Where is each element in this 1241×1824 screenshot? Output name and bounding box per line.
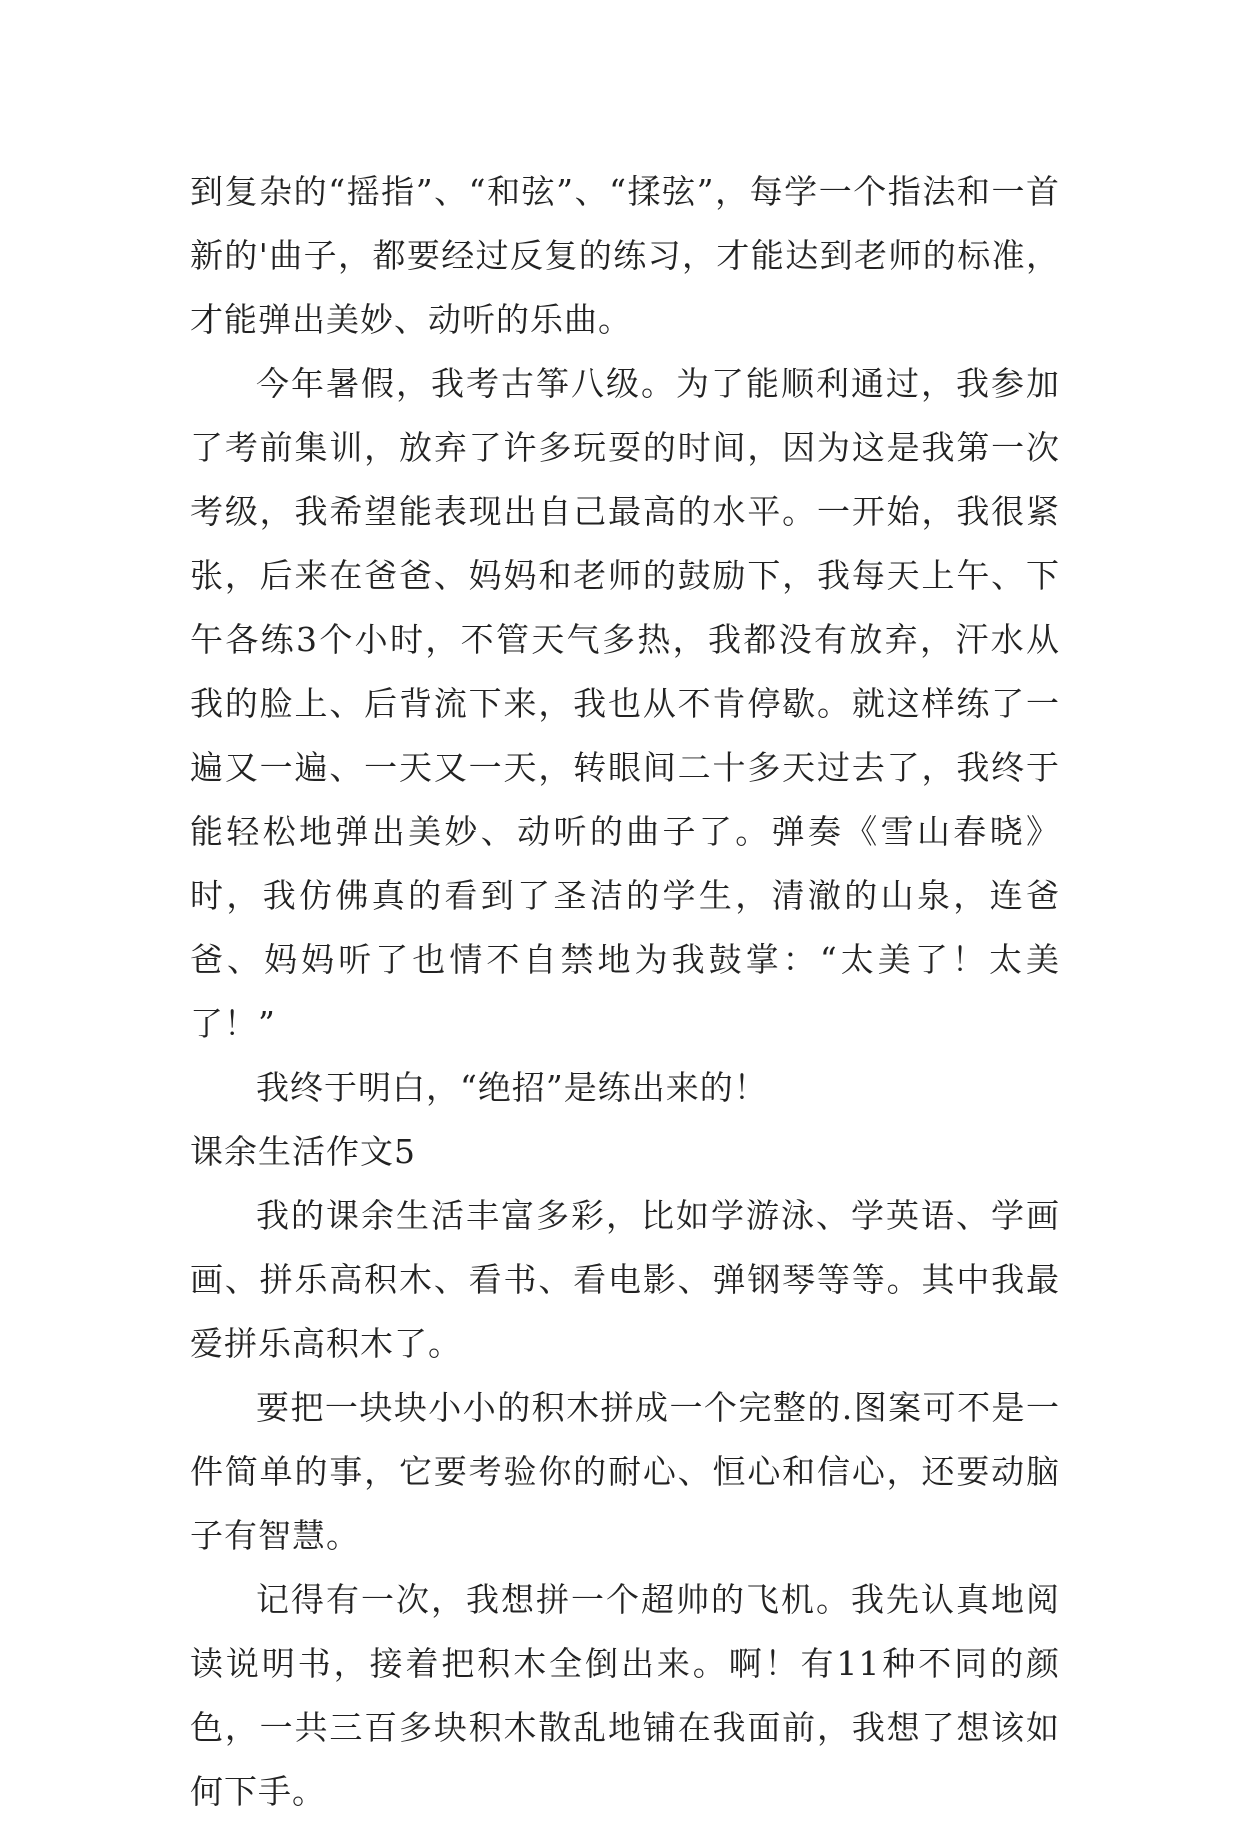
paragraph-hobbies: 我的课余生活丰富多彩，比如学游泳、学英语、学画画、拼乐高积木、看书、看电影、弹钢琴等等。其中我最爱拼乐高积木了。 xyxy=(190,1196,1060,1363)
paragraph-airplane: 记得有一次，我想拼一个超帅的飞机。我先认真地阅读说明书，接着把积木全倒出来。啊！有11种不同的颜色，一共三百多块积木散乱地铺在我面前，我想了想该如何下手。 xyxy=(190,1580,1060,1811)
paragraph-exam-story: 今年暑假，我考古筝八级。为了能顺利通过，我参加了考前集训，放弃了许多玩耍的时间，因为这是我第一次考级，我希望能表现出自己最高的水平。一开始，我很紧张，后来在爸爸、妈妈和老师的鼓励下，我每天上午、下午各练3个小时，不管天气多热，我都没有放弃，汗水从我的脸上、后背流下来，我也从不肯停歇。就这样练了一遍又一遍、一天又一天，转眼间二十多天过去了，我终于能轻松地弹出美妙、动听的曲子了。弹奏《雪山春晓》时，我仿佛真的看到了圣洁的学生，清澈的山泉，连爸爸、妈妈听了也情不自禁地为我鼓掌：“太美了！太美了！” xyxy=(190,364,1060,1043)
paragraph-continuation: 到复杂的“摇指”、“和弦”、“揉弦”，每学一个指法和一首新的'曲子，都要经过反复的练习，才能达到老师的标准，才能弹出美妙、动听的乐曲。 xyxy=(190,172,1060,339)
paragraph-lego-challenge: 要把一块块小小的积木拼成一个完整的.图案可不是一件简单的事，它要考验你的耐心、恒心和信心，还要动脑子有智慧。 xyxy=(190,1388,1060,1555)
paragraph-conclusion: 我终于明白，“绝招”是练出来的！ xyxy=(256,1068,768,1107)
text-column xyxy=(190,160,1060,1824)
section-title: 课余生活作文5 xyxy=(190,1132,416,1171)
